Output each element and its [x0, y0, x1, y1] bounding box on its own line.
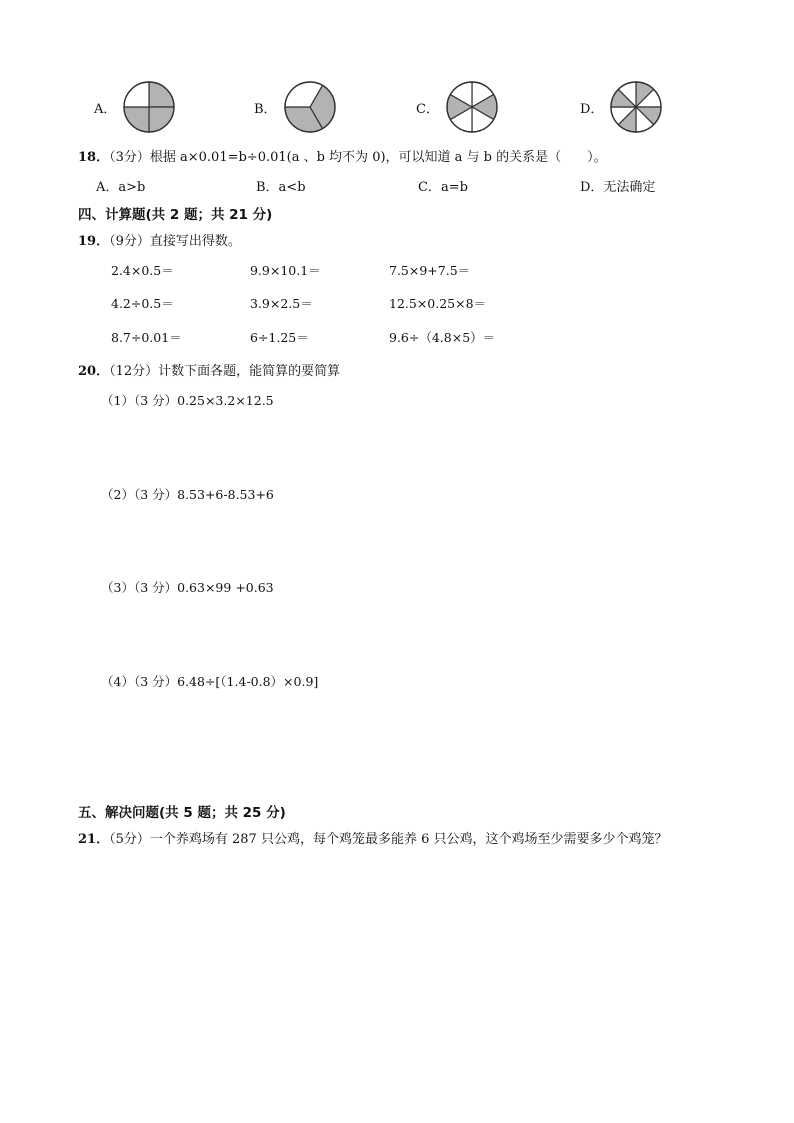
- fraction-circle: [445, 80, 499, 134]
- question-text: 根据 a×0.01=b÷0.01(a 、b 均不为 0)，可以知道 a 与 b 的关系是（ ）。: [149, 150, 607, 165]
- question-number: 18．: [78, 150, 110, 165]
- calc-item: 7.5×9+7.5＝: [389, 263, 471, 278]
- question-number: 20．: [78, 364, 110, 379]
- question-score: （5分）: [109, 832, 150, 847]
- question-text: 直接写出得数。: [149, 234, 241, 249]
- calc-item: 4.2÷0.5＝: [111, 296, 174, 311]
- option-c: [416, 80, 499, 134]
- question-text: 一个养鸡场有 287 只公鸡，每个鸡笼最多能养 6 只公鸡，这个鸡场至少需要多少个鸡笼？: [149, 832, 668, 847]
- option-d: [580, 80, 663, 134]
- calc-item: 12.5×0.25×8＝: [389, 296, 487, 311]
- choice-b: B．a<b: [256, 180, 306, 195]
- sub-question-4: （4）（3 分）6.48÷[（1.4-0.8）×0.9]: [101, 674, 319, 689]
- option-label: D．: [580, 101, 604, 117]
- choice-c: C．a=b: [418, 180, 468, 195]
- fraction-circle: [609, 80, 663, 134]
- calc-item: 6÷1.25＝: [250, 330, 309, 345]
- section-title-4: 四、计算题(共 2 题；共 21 分): [78, 207, 273, 223]
- option-label: B．: [254, 101, 277, 117]
- option-label: A．: [94, 101, 117, 117]
- question-19: [78, 230, 241, 249]
- question-number: 21．: [78, 832, 110, 847]
- question-21: [78, 828, 668, 847]
- calc-item: 2.4×0.5＝: [111, 263, 174, 278]
- option-b: [254, 80, 337, 134]
- question-text: 计数下面各题，能简算的要简算: [158, 364, 341, 379]
- question-score: （3分）: [109, 150, 150, 165]
- section-title-5: 五、解决问题(共 5 题；共 25 分): [78, 805, 286, 821]
- option-a: [94, 80, 176, 134]
- fraction-circle: [283, 80, 337, 134]
- sub-question-2: （2）（3 分）8.53+6-8.53+6: [101, 487, 274, 502]
- question-18: [78, 146, 607, 165]
- question-number: 19．: [78, 234, 110, 249]
- calc-item: 8.7÷0.01＝: [111, 330, 182, 345]
- option-label: C．: [416, 101, 439, 117]
- question-20: [78, 360, 340, 379]
- choice-a: A．a>b: [96, 180, 146, 195]
- fraction-circle: [122, 80, 176, 134]
- calc-item: 9.9×10.1＝: [250, 263, 321, 278]
- calc-item: 9.6÷（4.8×5）＝: [389, 330, 496, 345]
- question-score: （12分）: [109, 364, 159, 379]
- calc-item: 3.9×2.5＝: [250, 296, 313, 311]
- question-score: （9分）: [109, 234, 150, 249]
- choice-d: D．无法确定: [580, 180, 656, 195]
- sub-question-1: （1）（3 分）0.25×3.2×12.5: [101, 393, 274, 408]
- sub-question-3: （3）（3 分）0.63×99 +0.63: [101, 580, 274, 595]
